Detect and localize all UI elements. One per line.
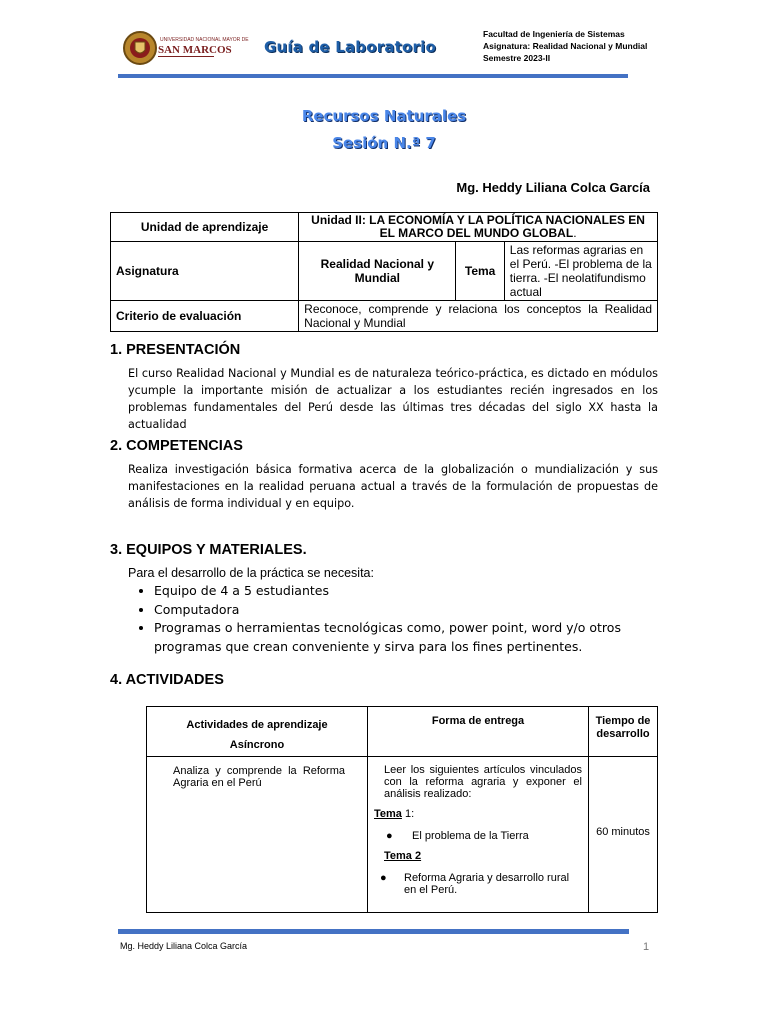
list-item: • Equipo de 4 a 5 estudiantes: [154, 582, 638, 601]
bullet-icon: ●: [380, 872, 387, 884]
tema2-label: Tema 2: [384, 850, 422, 862]
document-title-block: [0, 103, 768, 157]
header-course: Asignatura: Realidad Nacional y Mundial: [483, 41, 648, 51]
section-heading-actividades: 4. ACTIVIDADES: [110, 672, 224, 688]
course-info-table: [110, 212, 658, 332]
activities-header-col3: Tiempo de desarrollo: [589, 707, 658, 757]
header-semester: Semestre 2023-II: [483, 53, 551, 63]
competencias-text: Realiza investigación básica formativa acerca de la globalización o mundialización y sus manifestaciones en la realidad peruana actual a través de la formulación de propuestas de análisis de forma individual y en equipo.: [128, 463, 658, 510]
session-number: Sesión N.ª 7: [332, 134, 436, 152]
section-heading-presentacion: 1. PRESENTACIÓN: [110, 342, 241, 358]
footer-rule: [118, 929, 629, 934]
unidad-value-cell: Unidad II: LA ECONOMÍA Y LA POLÍTICA NACIONALES EN EL MARCO DEL MUNDO GLOBAL.: [299, 213, 658, 242]
header-faculty: Facultad de Ingeniería de Sistemas: [483, 29, 625, 39]
author-name: Mg. Heddy Liliana Colca García: [456, 180, 650, 195]
tema1-label: Tema: [374, 808, 402, 820]
page-number: 1: [643, 941, 650, 953]
equipos-list: [128, 582, 638, 656]
university-logo: [122, 28, 249, 68]
tema-value: Las reformas agrarias en el Perú. -El problema de la tierra. -El neolatifundismo actual: [504, 242, 657, 301]
activities-header-mode: Asíncrono: [229, 739, 285, 751]
logo-text: SAN MARCOS: [158, 44, 232, 56]
delivery-cell: [368, 757, 589, 913]
header-info: [483, 28, 647, 64]
list-item: • Programas o herramientas tecnológicas como, power point, word y/o otros programas que crean conveniente y sirva para los fines pertinentes.: [154, 619, 638, 656]
asignatura-label: Asignatura: [111, 242, 299, 301]
unidad-prefix: Unidad II:: [311, 213, 370, 227]
crest-icon: [122, 28, 249, 68]
unidad-value: LA ECONOMÍA Y LA POLÍTICA NACIONALES EN EL MARCO DEL MUNDO GLOBAL: [369, 213, 645, 240]
criterio-label: Criterio de evaluación: [111, 301, 299, 332]
logo-subtext: UNIVERSIDAD NACIONAL MAYOR DE: [160, 37, 249, 43]
section-heading-equipos: 3. EQUIPOS Y MATERIALES.: [110, 542, 307, 558]
activity-description: Analiza y comprende la Reforma Agraria en el Perú: [147, 757, 368, 913]
header-title: Guía de Laboratorio: [264, 38, 436, 56]
tema1-item-row: [374, 830, 582, 842]
activities-header-label: Actividades de aprendizaje: [186, 719, 328, 731]
activities-header-col1: [147, 707, 368, 757]
equipos-intro: Para el desarrollo de la práctica se necesita:: [128, 566, 374, 580]
section-heading-competencias: 2. COMPETENCIAS: [110, 438, 243, 454]
activities-table: [146, 706, 658, 913]
delivery-intro: Leer los siguientes artículos vinculados con la reforma agraria y exponer el análisis realizado:: [384, 764, 582, 800]
criterio-value: Reconoce, comprende y relaciona los conceptos la Realidad Nacional y Mundial: [299, 301, 658, 332]
tema1-item: El problema de la Tierra: [412, 830, 529, 842]
tema2-item: Reforma Agraria y desarrollo rural en el Perú.: [404, 872, 570, 896]
bullet-icon: ●: [386, 830, 393, 842]
tema-label: Tema: [456, 242, 504, 301]
tema1-heading: [374, 808, 582, 820]
header-rule: [118, 74, 628, 78]
presentacion-text: El curso Realidad Nacional y Mundial es de naturaleza teórico-práctica, es dictado en módulos ycumple la importante misión de actualizar a los estudiantes recién ingresados en los problemas fundamentales del Perú desde las últimas tres décadas del siglo XX hasta la actualidad: [128, 367, 658, 431]
unidad-label: Unidad de aprendizaje: [111, 213, 299, 242]
tema2-item-row: [374, 872, 582, 896]
asignatura-value: Realidad Nacional y Mundial: [299, 242, 456, 301]
activities-header-col2: Forma de entrega: [368, 707, 589, 757]
document-title: Recursos Naturales: [301, 107, 467, 125]
activity-time: 60 minutos: [589, 757, 658, 913]
tema1-suffix: 1:: [401, 808, 415, 820]
list-item: • Computadora: [154, 601, 638, 620]
footer-author: Mg. Heddy Liliana Colca García: [120, 941, 248, 951]
